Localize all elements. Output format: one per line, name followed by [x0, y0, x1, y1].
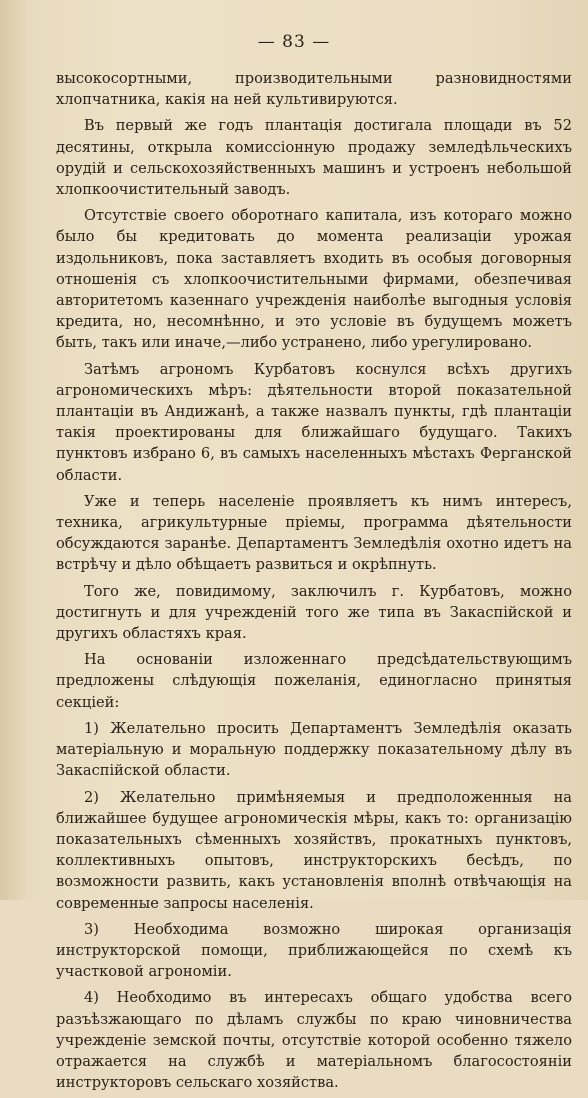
paragraph: Затѣмъ агрономъ Курбатовъ коснулся всѣхъ другихъ агрономическихъ мѣръ: дѣятельности второй показательной плантаціи въ Андижанѣ, а также назвалъ пункты, гдѣ плантаціи такія проектированы для ближайшаго будущаго. Такихъ пунктовъ избрано 6, въ самыхъ населенныхъ мѣстахъ Ферганской области. — [56, 360, 572, 484]
paragraph: Въ первый же годъ плантація достигала площади въ 52 десятины, открыла комиссіонную продажу земледѣльческихъ орудій и сельскохозяйственныхъ машинъ и устроенъ небольшой хлопкоочистительный заводъ. — [56, 117, 572, 199]
paragraph: Отсутствіе своего оборотнаго капитала, изъ котораго можно было бы кредитовать до момента реализаціи урожая издольниковъ, пока заставляетъ входить въ особыя договорныя отношенія съ хлопкоочистительными фирмами, обезпечивая авторитетомъ казеннаго учрежденія наиболѣе выгодныя условія кредита, но, несомнѣнно, и это условіе въ будущемъ можетъ быть, такъ или иначе,—либо устранено, либо урегулировано. — [56, 207, 572, 352]
body-text — [56, 68, 572, 1098]
paragraph: Того же, повидимому, заключилъ г. Курбатовъ, можно достигнуть и для учрежденій того же типа въ Закаспійской и другихъ областяхъ края. — [56, 582, 572, 643]
resolution-item: 3) Необходима возможно широкая организація инструкторской помощи, приближающейся по схемѣ къ участковой агрономіи. — [56, 920, 572, 981]
paragraph: На основаніи изложеннаго предсѣдательствующимъ предложены слѣдующія пожеланія, единогласно принятыя секціей: — [56, 651, 572, 711]
page-number: — 83 — — [257, 32, 331, 52]
resolution-item: 1) Желательно просить Департаментъ Земледѣлія оказать матеріальную и моральную поддержку показательному дѣлу въ Закаспійской области. — [56, 719, 572, 780]
paragraph-continuation: высокосортными, производительными разновидностями хлопчатника, какія на ней культивируются. — [56, 70, 572, 109]
resolution-item: 2) Желательно примѣняемыя и предположенныя на ближайшее будущее агрономическія мѣры, какъ то: организацію показательныхъ сѣменныхъ хозяйствъ, прокатныхъ пунктовъ, коллективныхъ опытовъ, инструкторскихъ бесѣдъ, по возможности развить, какъ установленія вполнѣ отвѣчающія на современные запросы населенія. — [56, 788, 572, 912]
resolution-item: 4) Необходимо въ интересахъ общаго удобства всего разъѣзжающаго по дѣламъ службы по краю чиновничества учрежденіе земской почты, отсутствіе которой особенно тяжело отражается на службѣ и матеріальномъ благосостояніи инструкторовъ сельскаго хозяйства. — [56, 989, 572, 1092]
paragraph: Уже и теперь населеніе проявляетъ къ нимъ интересъ, техника, агрикультурные пріемы, программа дѣятельности обсуждаются заранѣе. Департаментъ Земледѣлія охотно идетъ на встрѣчу и дѣло обѣщаетъ развиться и окрѣпнуть. — [56, 492, 572, 574]
